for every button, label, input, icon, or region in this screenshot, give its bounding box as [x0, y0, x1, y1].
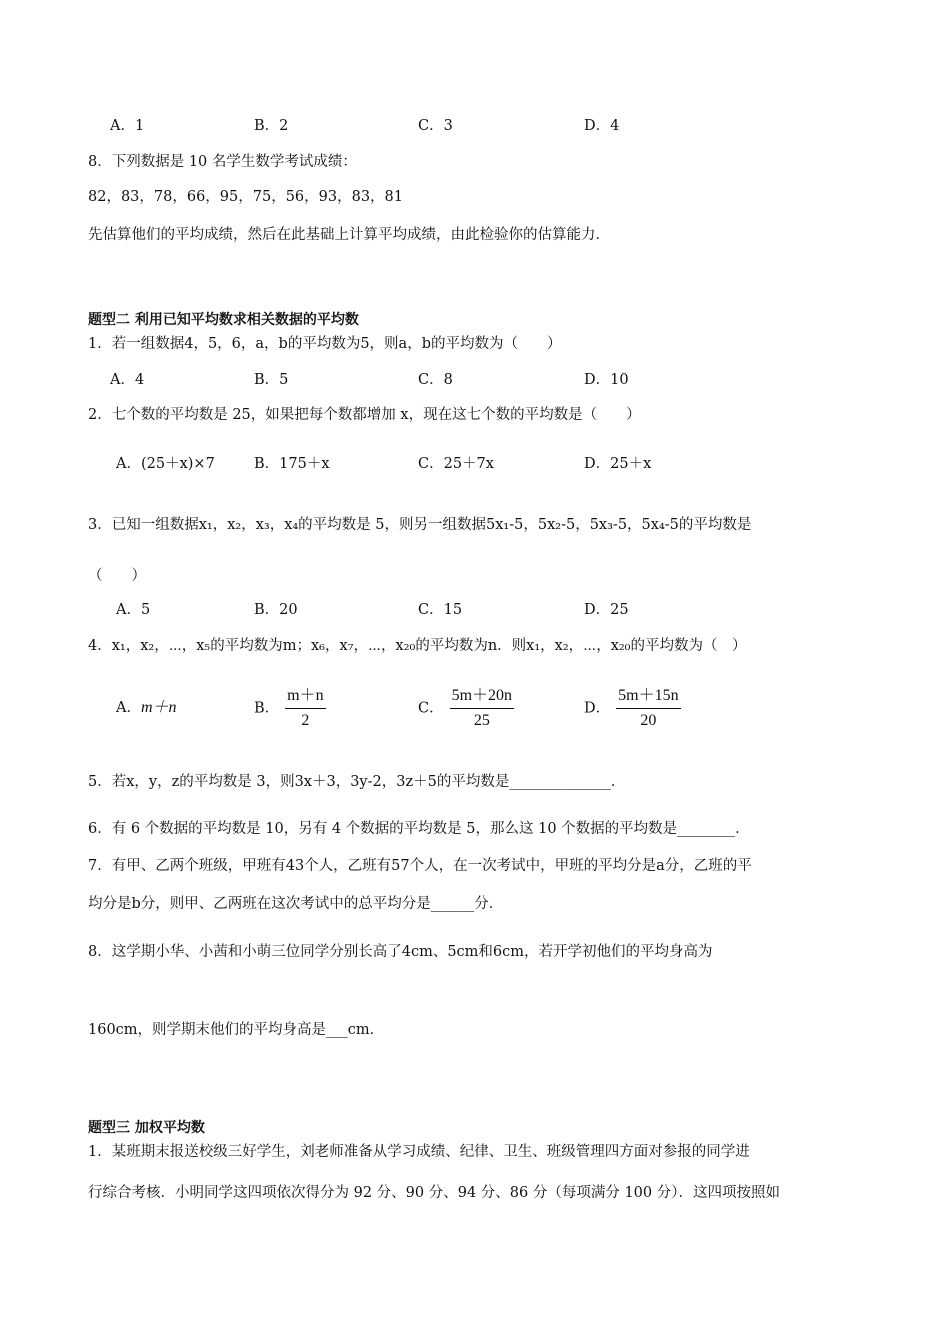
- option-b: B．175＋x: [254, 456, 330, 472]
- option-d: D．25: [584, 602, 629, 618]
- option-b: [254, 686, 326, 731]
- fraction-denominator: 25: [473, 712, 490, 729]
- option-a: A．1: [110, 118, 145, 134]
- option-a: A．(25＋x)×7: [116, 456, 215, 472]
- s3-question-1-line-1: 1．某班期末报送校级三好学生，刘老师准备从学习成绩、纪律、卫生、班级管理四方面对参报的同学进: [88, 1144, 750, 1160]
- s2-question-1-stem: 1．若一组数据4，5，6，a，b的平均数为5，则a，b的平均数为（ ）: [88, 336, 562, 352]
- option-label: C．: [418, 700, 444, 717]
- option-a: A．4: [110, 372, 145, 388]
- s2-question-8-line-2: 160cm，则学期末他们的平均身高是___cm．: [88, 1022, 385, 1038]
- fraction-denominator: 20: [640, 712, 657, 729]
- fraction-numerator: 5m＋20n: [450, 686, 514, 709]
- s3-question-1-line-2: 行综合考核．小明同学这四项依次得分为 92 分、90 分、94 分、86 分（每项满分 100 分）．这四项按照如: [88, 1185, 780, 1201]
- option-d: [584, 686, 681, 731]
- s2-question-2-stem: 2．七个数的平均数是 25，如果把每个数都增加 x，现在这七个数的平均数是（ ）: [88, 407, 641, 423]
- s2-question-7-line-1: 7．有甲、乙两个班级，甲班有43个人，乙班有57个人，在一次考试中，甲班的平均分是a分，乙班的平: [88, 858, 752, 874]
- fraction: [616, 686, 680, 731]
- option-d: D．10: [584, 372, 629, 388]
- option-c: C．3: [418, 118, 453, 134]
- s2-question-6: 6．有 6 个数据的平均数是 10，另有 4 个数据的平均数是 5，那么这 10 个数据的平均数是________．: [88, 821, 750, 837]
- option-expression: m＋n: [140, 699, 177, 716]
- option-b: B．5: [254, 372, 289, 388]
- option-label: A．: [116, 700, 141, 716]
- option-c: C．8: [418, 372, 453, 388]
- option-d: D．4: [584, 118, 620, 134]
- section-2-heading: 题型二 利用已知平均数求相关数据的平均数: [88, 312, 359, 328]
- fraction-numerator: 5m＋15n: [616, 686, 680, 709]
- fraction: [450, 686, 514, 731]
- fraction: [285, 686, 325, 731]
- question-8-data: 82，83，78，66，95，75，56，93，83，81: [88, 189, 404, 205]
- option-c: [418, 686, 514, 731]
- option-d: D．25＋x: [584, 456, 652, 472]
- question-8-stem: 8．下列数据是 10 名学生数学考试成绩：: [88, 154, 357, 170]
- fraction-denominator: 2: [301, 712, 310, 729]
- option-b: B．2: [254, 118, 289, 134]
- question-8-task: 先估算他们的平均成绩，然后在此基础上计算平均成绩，由此检验你的估算能力．: [88, 227, 610, 243]
- fraction-numerator: m＋n: [285, 686, 325, 709]
- s2-question-7-line-2: 均分是b分，则甲、乙两班在这次考试中的总平均分是______分．: [88, 896, 504, 912]
- option-label: B．: [254, 700, 280, 717]
- option-c: C．15: [418, 602, 463, 618]
- s2-question-3-stem: 3．已知一组数据x₁，x₂，x₃，x₄的平均数是 5，则另一组数据5x₁-5，5x₂-5，5x₃-5，5x₄-5的平均数是: [88, 517, 752, 533]
- option-b: B．20: [254, 602, 298, 618]
- s2-question-8-line-1: 8．这学期小华、小茜和小萌三位同学分别长高了4cm、5cm和6cm，若开学初他们的平均身高为: [88, 944, 713, 960]
- option-a: A．5: [116, 602, 151, 618]
- section-3-heading: 题型三 加权平均数: [88, 1120, 205, 1136]
- s2-question-4-stem: 4．x₁，x₂，⋯，x₅的平均数为m；x₆，x₇，⋯，x₂₀的平均数为n．则x₁，x₂，⋯，x₂₀的平均数为（ ）: [88, 638, 747, 654]
- option-c: C．25＋7x: [418, 456, 494, 472]
- s2-question-5: 5．若x，y，z的平均数是 3，则3x＋3，3y-2，3z＋5的平均数是______________．: [88, 774, 626, 790]
- option-label: D．: [584, 700, 611, 717]
- option-a: [116, 698, 177, 718]
- s2-question-3-paren: （ ）: [88, 568, 146, 584]
